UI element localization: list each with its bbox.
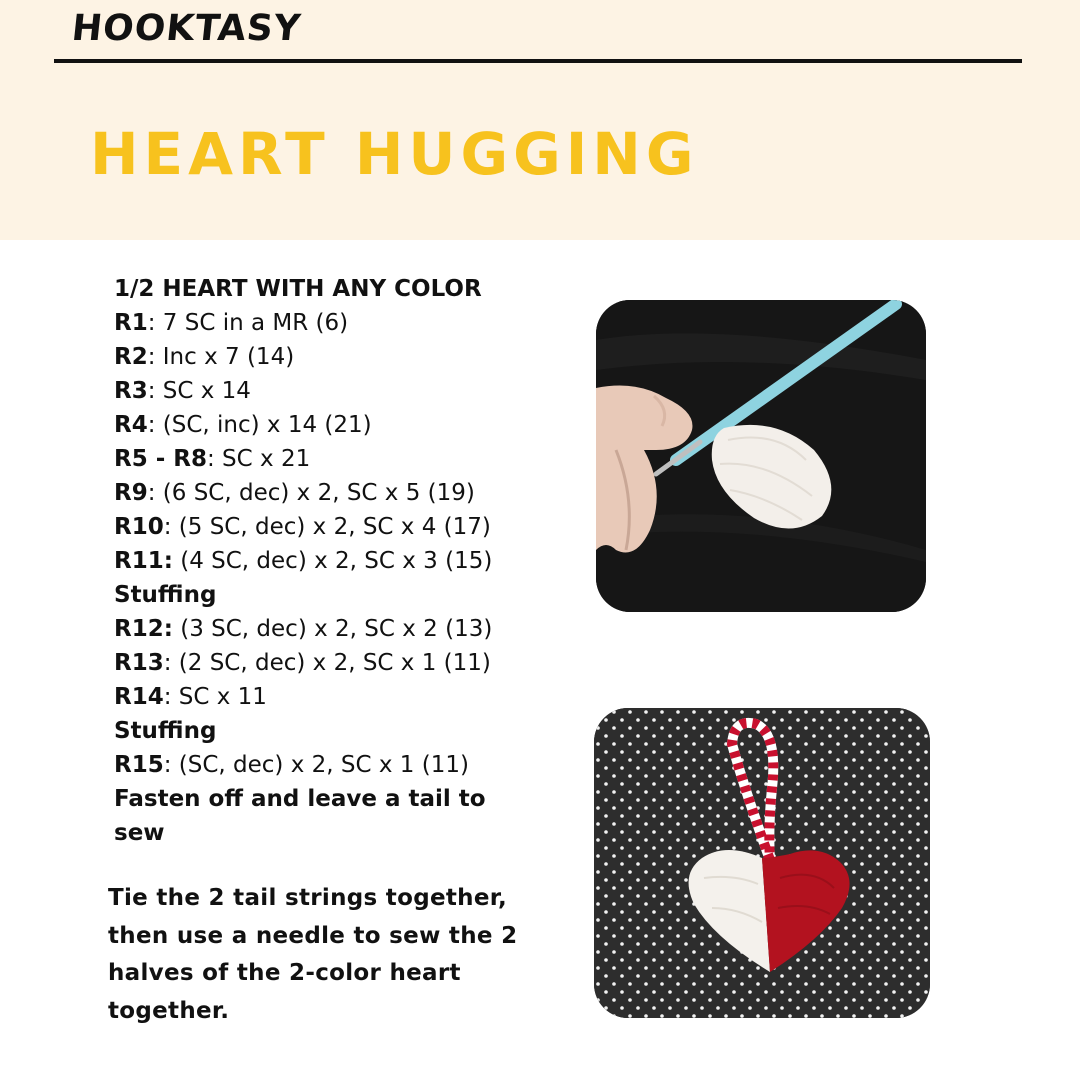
row-text: : (SC, dec) x 2, SC x 1 (11) (163, 752, 469, 778)
row-text: : Inc x 7 (14) (147, 344, 295, 370)
row-text: : (5 SC, dec) x 2, SC x 4 (17) (163, 514, 491, 540)
pattern-heading: 1/2 HEART WITH ANY COLOR (114, 276, 482, 302)
row-label: R10 (114, 514, 164, 540)
row-label: R3 (114, 378, 148, 404)
row-label: Fasten off and leave a tail to sew (114, 786, 486, 846)
row-label: Stuffing (114, 718, 217, 744)
pattern-row (114, 544, 534, 578)
photo-illustration (594, 708, 930, 1018)
row-label: R9 (114, 480, 148, 506)
brand-logo: HOOKTASY (69, 8, 304, 49)
pattern-row (114, 442, 534, 476)
pattern-row (114, 510, 534, 544)
pattern-row (114, 714, 534, 748)
photo-finished-heart (594, 708, 930, 1018)
row-label: Stuffing (114, 582, 217, 608)
assembly-note: Tie the 2 tail strings together, then use a needle to sew the 2 halves of the 2-color heart together. (108, 885, 518, 1024)
pattern-row (114, 408, 534, 442)
row-text: : (6 SC, dec) x 2, SC x 5 (19) (147, 480, 475, 506)
row-text: (4 SC, dec) x 2, SC x 3 (15) (172, 548, 493, 574)
row-label: R5 - R8 (114, 446, 207, 472)
row-label: R14 (114, 684, 164, 710)
header-divider (54, 59, 1022, 63)
page-title: HEART HUGGING (90, 120, 699, 188)
row-label: R12: (114, 616, 173, 642)
row-label: R11: (114, 548, 173, 574)
row-text: : (SC, inc) x 14 (21) (147, 412, 372, 438)
row-label: R15 (114, 752, 164, 778)
row-text: : (2 SC, dec) x 2, SC x 1 (11) (163, 650, 491, 676)
row-label: R2 (114, 344, 148, 370)
row-text: : SC x 21 (207, 446, 311, 472)
row-text: : SC x 14 (147, 378, 251, 404)
row-label: R1 (114, 310, 148, 336)
photo-illustration (596, 300, 926, 612)
pattern-instructions (114, 272, 534, 850)
pattern-row (114, 748, 534, 782)
row-label: R13 (114, 650, 164, 676)
pattern-row (114, 340, 534, 374)
pattern-row (114, 646, 534, 680)
pattern-row (114, 612, 534, 646)
pattern-row (114, 680, 534, 714)
photo-crocheting-half-heart (596, 300, 926, 612)
row-text: : 7 SC in a MR (6) (147, 310, 349, 336)
pattern-row (114, 374, 534, 408)
row-text: : SC x 11 (163, 684, 267, 710)
pattern-row (114, 306, 534, 340)
pattern-row (114, 476, 534, 510)
row-label: R4 (114, 412, 148, 438)
row-text: (3 SC, dec) x 2, SC x 2 (13) (172, 616, 493, 642)
pattern-row (114, 782, 514, 850)
pattern-row (114, 578, 534, 612)
